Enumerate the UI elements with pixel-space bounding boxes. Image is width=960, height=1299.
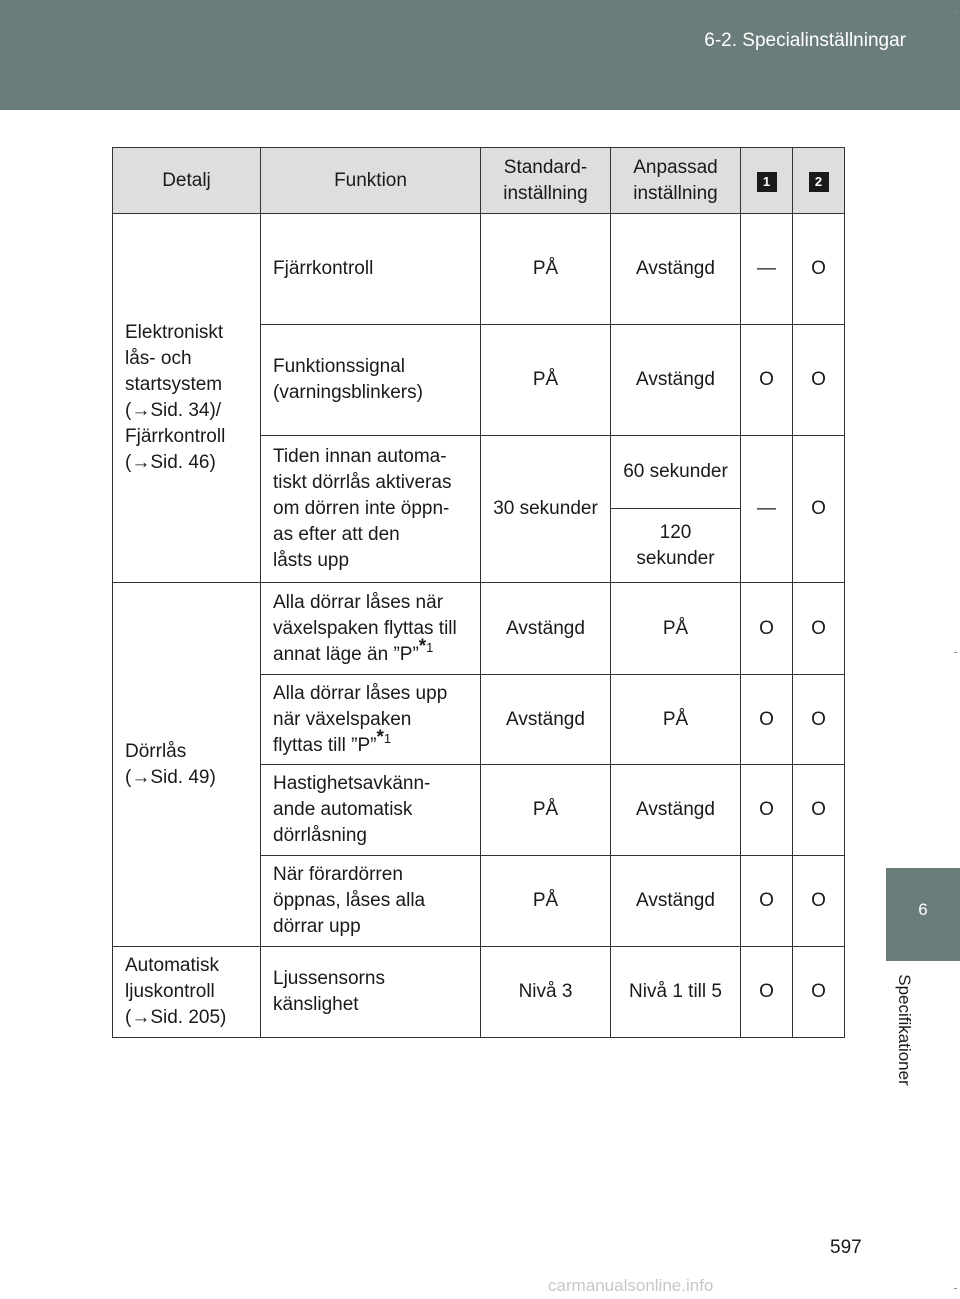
custom-value: PÅ (611, 675, 741, 765)
settings-table (112, 147, 845, 1038)
mode-2-mark: O (793, 675, 845, 765)
function-cell: Alla dörrar låses när växelspaken flyttas till annat läge än ”P”$^{*1}$ (261, 583, 481, 675)
custom-value: Avstängd (611, 765, 741, 856)
function-cell: Tiden innan automa- tiskt dörrlås aktiveras om dörren inte öppn- as efter att den låsts upp (261, 436, 481, 583)
section-title: 6-2. Specialinställningar (704, 30, 906, 51)
table-row (113, 583, 845, 675)
mode-1-badge: 1 (757, 172, 777, 192)
mode-1-mark: O (741, 675, 793, 765)
mode-1-mark: O (741, 583, 793, 675)
mode-2-mark: O (793, 856, 845, 947)
custom-value: 120 sekunder (611, 509, 741, 583)
footnote-asterisk: * (376, 727, 384, 749)
function-cell: Alla dörrar låses upp när växelspaken flyttas till ”P”$^{*1}$ (261, 675, 481, 765)
function-cell: Ljussensorns känslighet (261, 947, 481, 1038)
detail-door-lock: Dörrlås (→Sid. 49) (113, 583, 261, 947)
detail-auto-light: Automatisk ljuskontroll (→Sid. 205) (113, 947, 261, 1038)
mode-1-mark: — (741, 436, 793, 583)
mode-2-mark: O (793, 947, 845, 1038)
mode-1-mark: — (741, 214, 793, 325)
crop-mark (954, 1288, 957, 1289)
header-function: Funktion (261, 148, 481, 214)
default-value: PÅ (481, 765, 611, 856)
mode-1-mark: O (741, 856, 793, 947)
default-value: PÅ (481, 325, 611, 436)
default-value: Avstängd (481, 583, 611, 675)
custom-value: Nivå 1 till 5 (611, 947, 741, 1038)
chapter-tab-number: 6 (918, 900, 928, 919)
crop-mark (954, 652, 957, 653)
default-value: Avstängd (481, 675, 611, 765)
table-row (113, 214, 845, 325)
page-number: 597 (830, 1237, 862, 1258)
chapter-tab-label: Specifikationer (895, 974, 914, 1086)
custom-value: Avstängd (611, 214, 741, 325)
default-value: 30 sekunder (481, 436, 611, 583)
crop-mark (954, 12, 957, 13)
table-header-row (113, 148, 845, 214)
function-cell: Fjärrkontroll (261, 214, 481, 325)
detail-electronic-lock: Elektroniskt lås- och startsystem (→Sid. 34)/ Fjärrkontroll (→Sid. 46) (113, 214, 261, 583)
header-mode-1 (741, 148, 793, 214)
mode-1-mark: O (741, 947, 793, 1038)
default-value: PÅ (481, 856, 611, 947)
header-mode-2 (793, 148, 845, 214)
mode-2-mark: O (793, 436, 845, 583)
header-detail: Detalj (113, 148, 261, 214)
default-value: PÅ (481, 214, 611, 325)
custom-value: Avstängd (611, 856, 741, 947)
mode-2-mark: O (793, 214, 845, 325)
mode-2-badge: 2 (809, 172, 829, 192)
top-header-bar (0, 0, 960, 110)
footer-watermark: carmanualsonline.info (548, 1276, 714, 1295)
table-row (113, 947, 845, 1038)
footnote-asterisk: * (418, 636, 427, 658)
header-custom-setting: Anpassad inställning (611, 148, 741, 214)
default-value: Nivå 3 (481, 947, 611, 1038)
mode-2-mark: O (793, 325, 845, 436)
mode-1-mark: O (741, 325, 793, 436)
mode-1-mark: O (741, 765, 793, 856)
function-cell: När förardörren öppnas, låses alla dörrar upp (261, 856, 481, 947)
custom-value: PÅ (611, 583, 741, 675)
header-default-setting: Standard- inställning (481, 148, 611, 214)
function-cell: Hastighetsavkänn- ande automatisk dörrlåsning (261, 765, 481, 856)
custom-value: Avstängd (611, 325, 741, 436)
custom-value: 60 sekunder (611, 436, 741, 509)
mode-2-mark: O (793, 583, 845, 675)
mode-2-mark: O (793, 765, 845, 856)
function-cell: Funktionssignal (varningsblinkers) (261, 325, 481, 436)
